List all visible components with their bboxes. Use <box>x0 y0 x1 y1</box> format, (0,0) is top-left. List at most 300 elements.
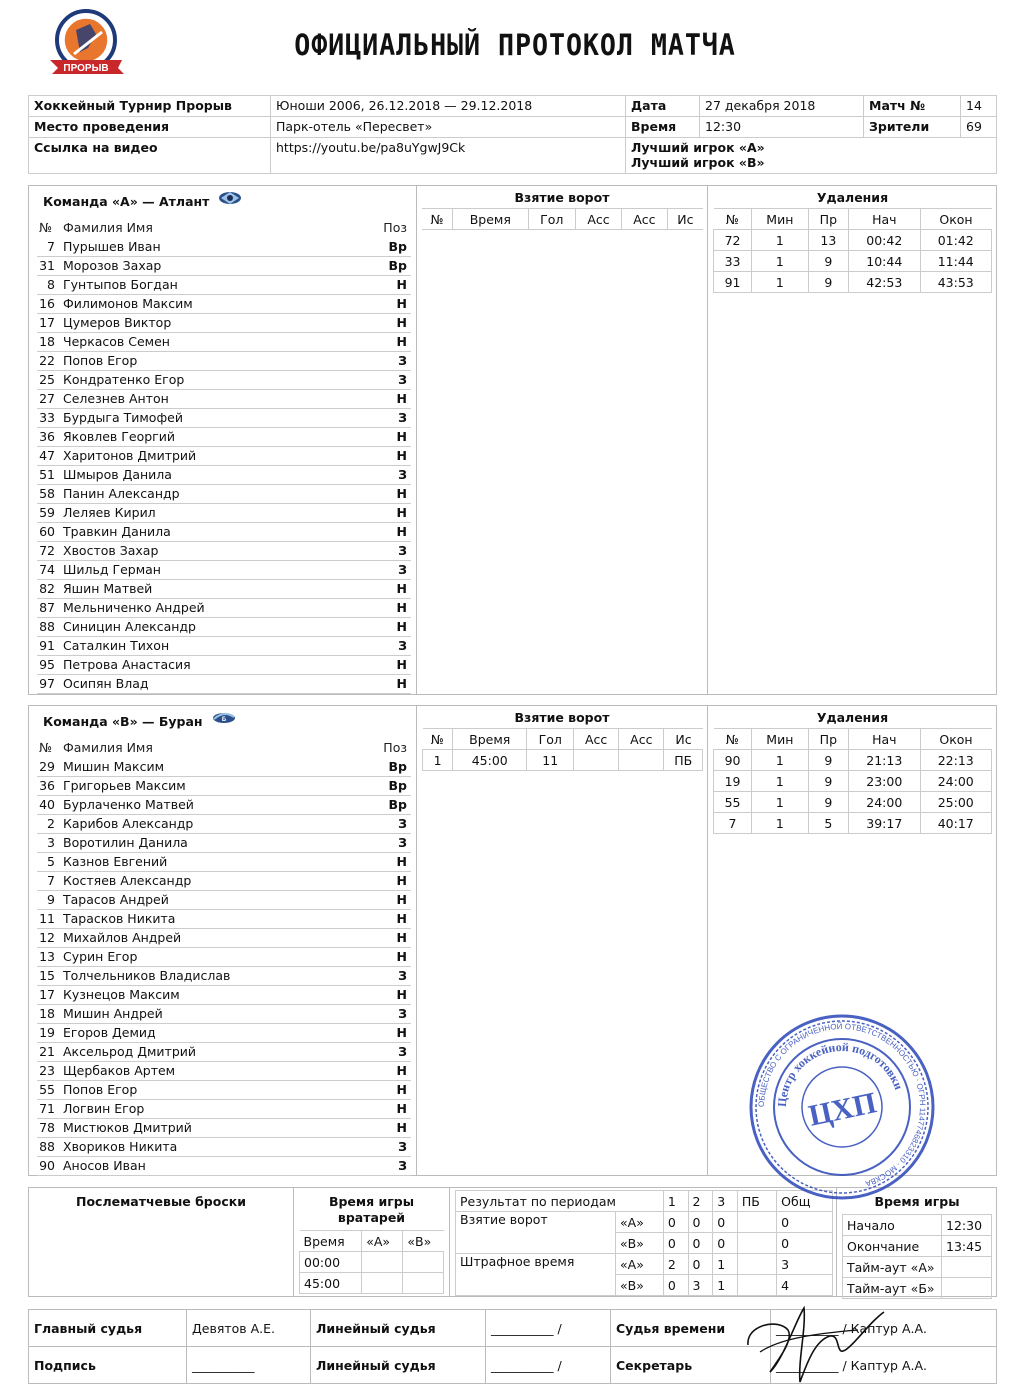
match-number-value: 14 <box>961 96 997 117</box>
team-b-roster <box>37 738 411 1176</box>
player-position: Вр <box>381 237 411 256</box>
penalty-cell: 9 <box>808 771 848 792</box>
periods-title: Результат по периодам <box>456 1191 664 1212</box>
period-goals-value: 0 <box>688 1212 713 1233</box>
goal-col-header: Ис <box>664 729 703 750</box>
player-name: Панин Александр <box>61 484 381 503</box>
team-a-mark: «А» <box>616 1254 664 1275</box>
player-position: Н <box>381 522 411 541</box>
timekeeper-value: __________ / Каптур А.А. <box>771 1310 997 1347</box>
team-a-penalties-table <box>713 208 992 293</box>
player-row <box>37 928 411 947</box>
player-position: Вр <box>381 776 411 795</box>
team-a-name: Команда «А» — Атлант <box>43 194 210 209</box>
player-position: З <box>381 351 411 370</box>
period-penalty-value: 1 <box>713 1254 738 1275</box>
goalie-time-cell: 45:00 <box>300 1273 362 1294</box>
player-number: 59 <box>37 503 61 522</box>
goal-col-header: № <box>422 209 453 230</box>
penalty-cell: 1 <box>752 771 809 792</box>
player-position: Н <box>381 871 411 890</box>
svg-text:Б: Б <box>221 717 226 723</box>
team-b-title <box>29 706 416 738</box>
timeout-a-value <box>942 1257 992 1278</box>
period-penalty-value: 0 <box>663 1275 688 1296</box>
player-position: Н <box>381 503 411 522</box>
player-row <box>37 408 411 427</box>
goal-cell: 11 <box>527 750 574 771</box>
player-number: 17 <box>37 985 61 1004</box>
col-number-header: № <box>39 740 53 755</box>
stamp-ring-text: ОБЩЕСТВО С ОГРАНИЧЕННОЙ ОТВЕТСТВЕННОСТЬЮ · ОГРН 1147746823310 · МОСКВА <box>756 1021 928 1189</box>
player-name: Синицин Александр <box>61 617 381 636</box>
player-position: З <box>381 1156 411 1175</box>
player-position: Н <box>381 484 411 503</box>
player-number: 9 <box>37 890 61 909</box>
penalty-cell: 1 <box>752 792 809 813</box>
period-col-header: 2 <box>688 1191 713 1212</box>
player-row <box>37 852 411 871</box>
goal-col-header: Время <box>453 209 528 230</box>
player-row <box>37 598 411 617</box>
player-name: Морозов Захар <box>61 256 381 275</box>
player-position: Н <box>381 579 411 598</box>
player-row <box>37 966 411 985</box>
player-row <box>37 1137 411 1156</box>
period-penalty-value: 4 <box>777 1275 833 1296</box>
timeout-b-label: Тайм-аут «Б» <box>843 1278 942 1299</box>
player-number: 18 <box>37 1004 61 1023</box>
player-number: 19 <box>37 1023 61 1042</box>
date-value: 27 декабря 2018 <box>700 96 864 117</box>
player-number: 87 <box>37 598 61 617</box>
penalty-cell: 24:00 <box>920 771 991 792</box>
player-name: Попов Егор <box>61 351 381 370</box>
player-position: Н <box>381 313 411 332</box>
player-row <box>37 1042 411 1061</box>
player-position: Вр <box>381 795 411 814</box>
player-row <box>37 947 411 966</box>
goal-col-header: Время <box>453 729 527 750</box>
periods-panel <box>450 1188 837 1296</box>
player-name: Хвостов Захар <box>61 541 381 560</box>
player-number: 12 <box>37 928 61 947</box>
team-a-penalties-title: Удаления <box>816 190 889 205</box>
team-b-goals-table <box>422 728 703 771</box>
shootout-title: Послематчевые броски <box>75 1194 246 1209</box>
player-name: Осипян Влад <box>61 674 381 693</box>
penalty-cell: 40:17 <box>920 813 991 834</box>
player-name: Тарасов Андрей <box>61 890 381 909</box>
player-position: Н <box>381 947 411 966</box>
player-row <box>37 909 411 928</box>
player-number: 97 <box>37 674 61 693</box>
game-time-panel <box>837 1188 997 1296</box>
period-goals-value: 0 <box>688 1233 713 1254</box>
official-stamp <box>748 1013 936 1201</box>
player-row <box>37 890 411 909</box>
player-number: 95 <box>37 655 61 674</box>
shootout-panel <box>29 1188 294 1296</box>
penalty-cell: 13 <box>808 230 848 251</box>
goal-col-header: Гол <box>528 209 575 230</box>
game-time-title: Время игры <box>874 1194 960 1209</box>
best-player-a-label: Лучший игрок «А» <box>631 140 765 155</box>
player-name: Аксельрод Дмитрий <box>61 1042 381 1061</box>
penalty-col-header: Окон <box>920 729 991 750</box>
penalty-cell: 43:53 <box>920 272 991 293</box>
penalty-row <box>714 771 992 792</box>
team-a-goals-panel <box>417 186 708 694</box>
player-name: Казнов Евгений <box>61 852 381 871</box>
player-row <box>37 757 411 776</box>
penalty-cell: 19 <box>714 771 752 792</box>
player-row <box>37 484 411 503</box>
player-row <box>37 795 411 814</box>
player-name: Леляев Кирил <box>61 503 381 522</box>
main-referee-label: Главный судья <box>29 1310 187 1347</box>
player-position: З <box>381 636 411 655</box>
player-name: Михайлов Андрей <box>61 928 381 947</box>
penalty-cell: 9 <box>808 750 848 771</box>
penalty-cell: 7 <box>714 813 752 834</box>
player-position: Н <box>381 446 411 465</box>
player-number: 40 <box>37 795 61 814</box>
player-name: Пурышев Иван <box>61 237 381 256</box>
penalty-cell: 11:44 <box>920 251 991 272</box>
player-row <box>37 1061 411 1080</box>
goal-col-header: № <box>423 729 453 750</box>
player-number: 27 <box>37 389 61 408</box>
team-a-logo-icon <box>217 186 243 218</box>
team-a-penalties-panel <box>708 186 997 694</box>
team-b-roster-panel <box>29 706 417 1175</box>
penalty-cell: 9 <box>808 272 848 293</box>
signature-label: Подпись <box>29 1347 187 1384</box>
player-position: Н <box>381 909 411 928</box>
player-name: Тарасков Никита <box>61 909 381 928</box>
player-number: 7 <box>37 237 61 256</box>
period-goals-value: 0 <box>663 1212 688 1233</box>
penalty-cell: 72 <box>714 230 752 251</box>
player-position: Н <box>381 617 411 636</box>
player-name: Воротилин Данила <box>61 833 381 852</box>
player-row <box>37 1156 411 1175</box>
goalie-time-cell <box>362 1273 403 1294</box>
period-col-header: Общ <box>777 1191 833 1212</box>
goal-header-row <box>422 209 703 230</box>
player-number: 55 <box>37 1080 61 1099</box>
player-name: Саталкин Тихон <box>61 636 381 655</box>
player-position: Н <box>381 655 411 674</box>
player-row <box>37 1080 411 1099</box>
player-name: Толчельников Владислав <box>61 966 381 985</box>
player-row <box>37 522 411 541</box>
penalty-cell: 22:13 <box>920 750 991 771</box>
player-row <box>37 275 411 294</box>
player-name: Шильд Герман <box>61 560 381 579</box>
col-name-header: Фамилия Имя <box>63 740 153 755</box>
player-position: З <box>381 370 411 389</box>
team-b-logo-icon <box>211 706 237 738</box>
player-position: Н <box>381 1061 411 1080</box>
match-info-table <box>28 95 997 174</box>
player-position: З <box>381 408 411 427</box>
timeout-b-value <box>942 1278 992 1299</box>
end-value: 13:45 <box>942 1236 992 1257</box>
col-number-header: № <box>39 220 53 235</box>
player-number: 18 <box>37 332 61 351</box>
player-row <box>37 1023 411 1042</box>
player-name: Хвориков Никита <box>61 1137 381 1156</box>
team-a-section <box>28 185 997 695</box>
goalie-time-title: Время игры вратарей <box>328 1194 415 1225</box>
best-players-cell <box>626 138 997 174</box>
player-position: Н <box>381 674 411 693</box>
player-number: 15 <box>37 966 61 985</box>
penalty-cell: 9 <box>808 251 848 272</box>
player-name: Мишин Андрей <box>61 1004 381 1023</box>
player-name: Яшин Матвей <box>61 579 381 598</box>
penalty-cell: 33 <box>714 251 752 272</box>
player-position: Н <box>381 890 411 909</box>
player-name: Гунтыпов Богдан <box>61 275 381 294</box>
period-goals-row-a <box>456 1212 833 1233</box>
player-position: З <box>381 1042 411 1061</box>
goalie-time-col-header: Время <box>300 1231 362 1252</box>
goalie-time-panel <box>294 1188 450 1296</box>
player-number: 71 <box>37 1099 61 1118</box>
player-name: Кондратенко Егор <box>61 370 381 389</box>
period-goals-value <box>737 1212 776 1233</box>
penalty-col-header: № <box>714 729 752 750</box>
player-number: 72 <box>37 541 61 560</box>
player-number: 17 <box>37 313 61 332</box>
period-penalty-value: 3 <box>777 1254 833 1275</box>
roster-header-row <box>37 738 411 757</box>
player-row <box>37 370 411 389</box>
player-number: 23 <box>37 1061 61 1080</box>
goal-cell: 45:00 <box>453 750 527 771</box>
penalty-col-header: Мин <box>752 729 809 750</box>
player-number: 74 <box>37 560 61 579</box>
goal-cell: ПБ <box>664 750 703 771</box>
penalty-cell: 1 <box>752 750 809 771</box>
player-row <box>37 294 411 313</box>
penalty-col-header: Мин <box>752 209 809 230</box>
player-number: 36 <box>37 427 61 446</box>
player-row <box>37 814 411 833</box>
player-number: 88 <box>37 1137 61 1156</box>
team-b-penalties-title: Удаления <box>816 710 889 725</box>
referee-signature <box>738 1300 888 1388</box>
penalty-col-header: Пр <box>808 729 848 750</box>
penalty-row <box>714 251 992 272</box>
team-a-roster-panel <box>29 186 417 694</box>
player-position: З <box>381 966 411 985</box>
player-row <box>37 351 411 370</box>
period-goals-value: 0 <box>663 1233 688 1254</box>
player-position: Вр <box>381 256 411 275</box>
player-number: 22 <box>37 351 61 370</box>
period-penalty-value: 0 <box>688 1254 713 1275</box>
goal-col-header: Асс <box>619 729 664 750</box>
penalty-cell: 5 <box>808 813 848 834</box>
tournament-logo <box>44 8 134 78</box>
player-position: З <box>381 560 411 579</box>
player-row <box>37 636 411 655</box>
player-name: Логвин Егор <box>61 1099 381 1118</box>
goal-cell <box>574 750 619 771</box>
player-number: 88 <box>37 617 61 636</box>
period-goals-value: 0 <box>713 1233 738 1254</box>
goal-col-header: Асс <box>621 209 667 230</box>
venue-label: Место проведения <box>29 117 271 138</box>
tournament-label: Хоккейный Турнир Прорыв <box>29 96 271 117</box>
penalty-cell: 01:42 <box>920 230 991 251</box>
goalie-time-col-header: «А» <box>362 1231 403 1252</box>
player-number: 21 <box>37 1042 61 1061</box>
player-name: Сурин Егор <box>61 947 381 966</box>
player-number: 13 <box>37 947 61 966</box>
secretary-value: __________ / Каптур А.А. <box>771 1347 997 1384</box>
team-a-mark: «А» <box>616 1212 664 1233</box>
start-label: Начало <box>843 1215 942 1236</box>
goalie-time-cell: 00:00 <box>300 1252 362 1273</box>
venue-value: Парк-отель «Пересвет» <box>271 117 626 138</box>
player-position: З <box>381 1137 411 1156</box>
player-row <box>37 871 411 890</box>
player-name: Кузнецов Максим <box>61 985 381 1004</box>
goalie-time-header-row <box>300 1231 444 1252</box>
goalie-time-cell <box>403 1273 444 1294</box>
goalie-time-cell <box>362 1252 403 1273</box>
tournament-value: Юноши 2006, 26.12.2018 — 29.12.2018 <box>271 96 626 117</box>
video-label: Ссылка на видео <box>29 138 271 174</box>
period-goals-value <box>737 1233 776 1254</box>
player-position: З <box>381 465 411 484</box>
best-player-b-label: Лучший игрок «В» <box>631 155 765 170</box>
player-name: Григорьев Максим <box>61 776 381 795</box>
period-col-header: 1 <box>663 1191 688 1212</box>
period-penalty-value: 1 <box>713 1275 738 1296</box>
player-position: Н <box>381 1118 411 1137</box>
penalty-header-row <box>714 729 992 750</box>
player-name: Щербаков Артем <box>61 1061 381 1080</box>
goal-cell: 1 <box>423 750 453 771</box>
periods-table <box>455 1190 833 1296</box>
player-row <box>37 985 411 1004</box>
goalie-time-cell <box>403 1252 444 1273</box>
page-title: ОФИЦИАЛЬНЫЙ ПРОТОКОЛ МАТЧА <box>294 28 736 62</box>
player-number: 33 <box>37 408 61 427</box>
penalty-cell: 00:42 <box>849 230 920 251</box>
player-name: Яковлев Георгий <box>61 427 381 446</box>
player-number: 2 <box>37 814 61 833</box>
line-referee-value: __________ / <box>486 1310 611 1347</box>
player-position: З <box>381 814 411 833</box>
spectators-label: Зрители <box>864 117 961 138</box>
penalty-cell: 25:00 <box>920 792 991 813</box>
player-name: Цумеров Виктор <box>61 313 381 332</box>
period-penalty-row-a <box>456 1254 833 1275</box>
player-position: Н <box>381 294 411 313</box>
line-referee-label: Линейный судья <box>311 1310 486 1347</box>
penalty-cell: 9 <box>808 792 848 813</box>
penalty-col-header: № <box>714 209 752 230</box>
goalie-time-row <box>300 1252 444 1273</box>
penalty-row <box>714 230 992 251</box>
col-position-header: Поз <box>383 740 407 755</box>
player-position: Н <box>381 928 411 947</box>
penalty-col-header: Нач <box>849 729 920 750</box>
player-name: Травкин Данила <box>61 522 381 541</box>
period-penalty-value: 2 <box>663 1254 688 1275</box>
timeout-a-label: Тайм-аут «А» <box>843 1257 942 1278</box>
video-link[interactable]: https://youtu.be/pa8uYgwJ9Ck <box>271 138 626 174</box>
player-name: Карибов Александр <box>61 814 381 833</box>
player-name: Шмыров Данила <box>61 465 381 484</box>
player-position: Н <box>381 985 411 1004</box>
penalty-cell: 1 <box>752 813 809 834</box>
period-goals-value: 0 <box>777 1233 833 1254</box>
goal-col-header: Асс <box>574 729 619 750</box>
player-row <box>37 503 411 522</box>
penalty-cell: 1 <box>752 230 809 251</box>
period-goals-value: 0 <box>713 1212 738 1233</box>
player-row <box>37 446 411 465</box>
goalie-time-table <box>299 1230 444 1294</box>
player-position: Н <box>381 598 411 617</box>
player-number: 82 <box>37 579 61 598</box>
player-number: 8 <box>37 275 61 294</box>
player-row <box>37 560 411 579</box>
team-a-title <box>29 186 416 218</box>
player-position: Н <box>381 1099 411 1118</box>
period-penalty-value: 3 <box>688 1275 713 1296</box>
player-name: Аносов Иван <box>61 1156 381 1175</box>
player-row <box>37 237 411 256</box>
goal-col-header: Гол <box>527 729 574 750</box>
line-referee-2-label: Линейный судья <box>311 1347 486 1384</box>
stamp-inner-text: Центр хоккейной подготовки <box>774 1039 906 1108</box>
player-row <box>37 1004 411 1023</box>
player-row <box>37 389 411 408</box>
player-number: 36 <box>37 776 61 795</box>
player-number: 25 <box>37 370 61 389</box>
period-goals-value: 0 <box>777 1212 833 1233</box>
player-row <box>37 1118 411 1137</box>
player-row <box>37 256 411 275</box>
team-b-mark: «В» <box>616 1233 664 1254</box>
penalty-cell: 23:00 <box>849 771 920 792</box>
penalty-row <box>714 792 992 813</box>
player-row <box>37 776 411 795</box>
player-row <box>37 332 411 351</box>
player-name: Черкасов Семен <box>61 332 381 351</box>
goalie-time-col-header: «В» <box>403 1231 444 1252</box>
player-number: 29 <box>37 757 61 776</box>
team-a-goals-table <box>422 208 703 230</box>
player-number: 60 <box>37 522 61 541</box>
penalty-cell: 24:00 <box>849 792 920 813</box>
player-row <box>37 427 411 446</box>
summary-section <box>28 1187 997 1297</box>
player-row <box>37 833 411 852</box>
penalty-cell: 55 <box>714 792 752 813</box>
player-position: Н <box>381 275 411 294</box>
penalty-cell: 39:17 <box>849 813 920 834</box>
